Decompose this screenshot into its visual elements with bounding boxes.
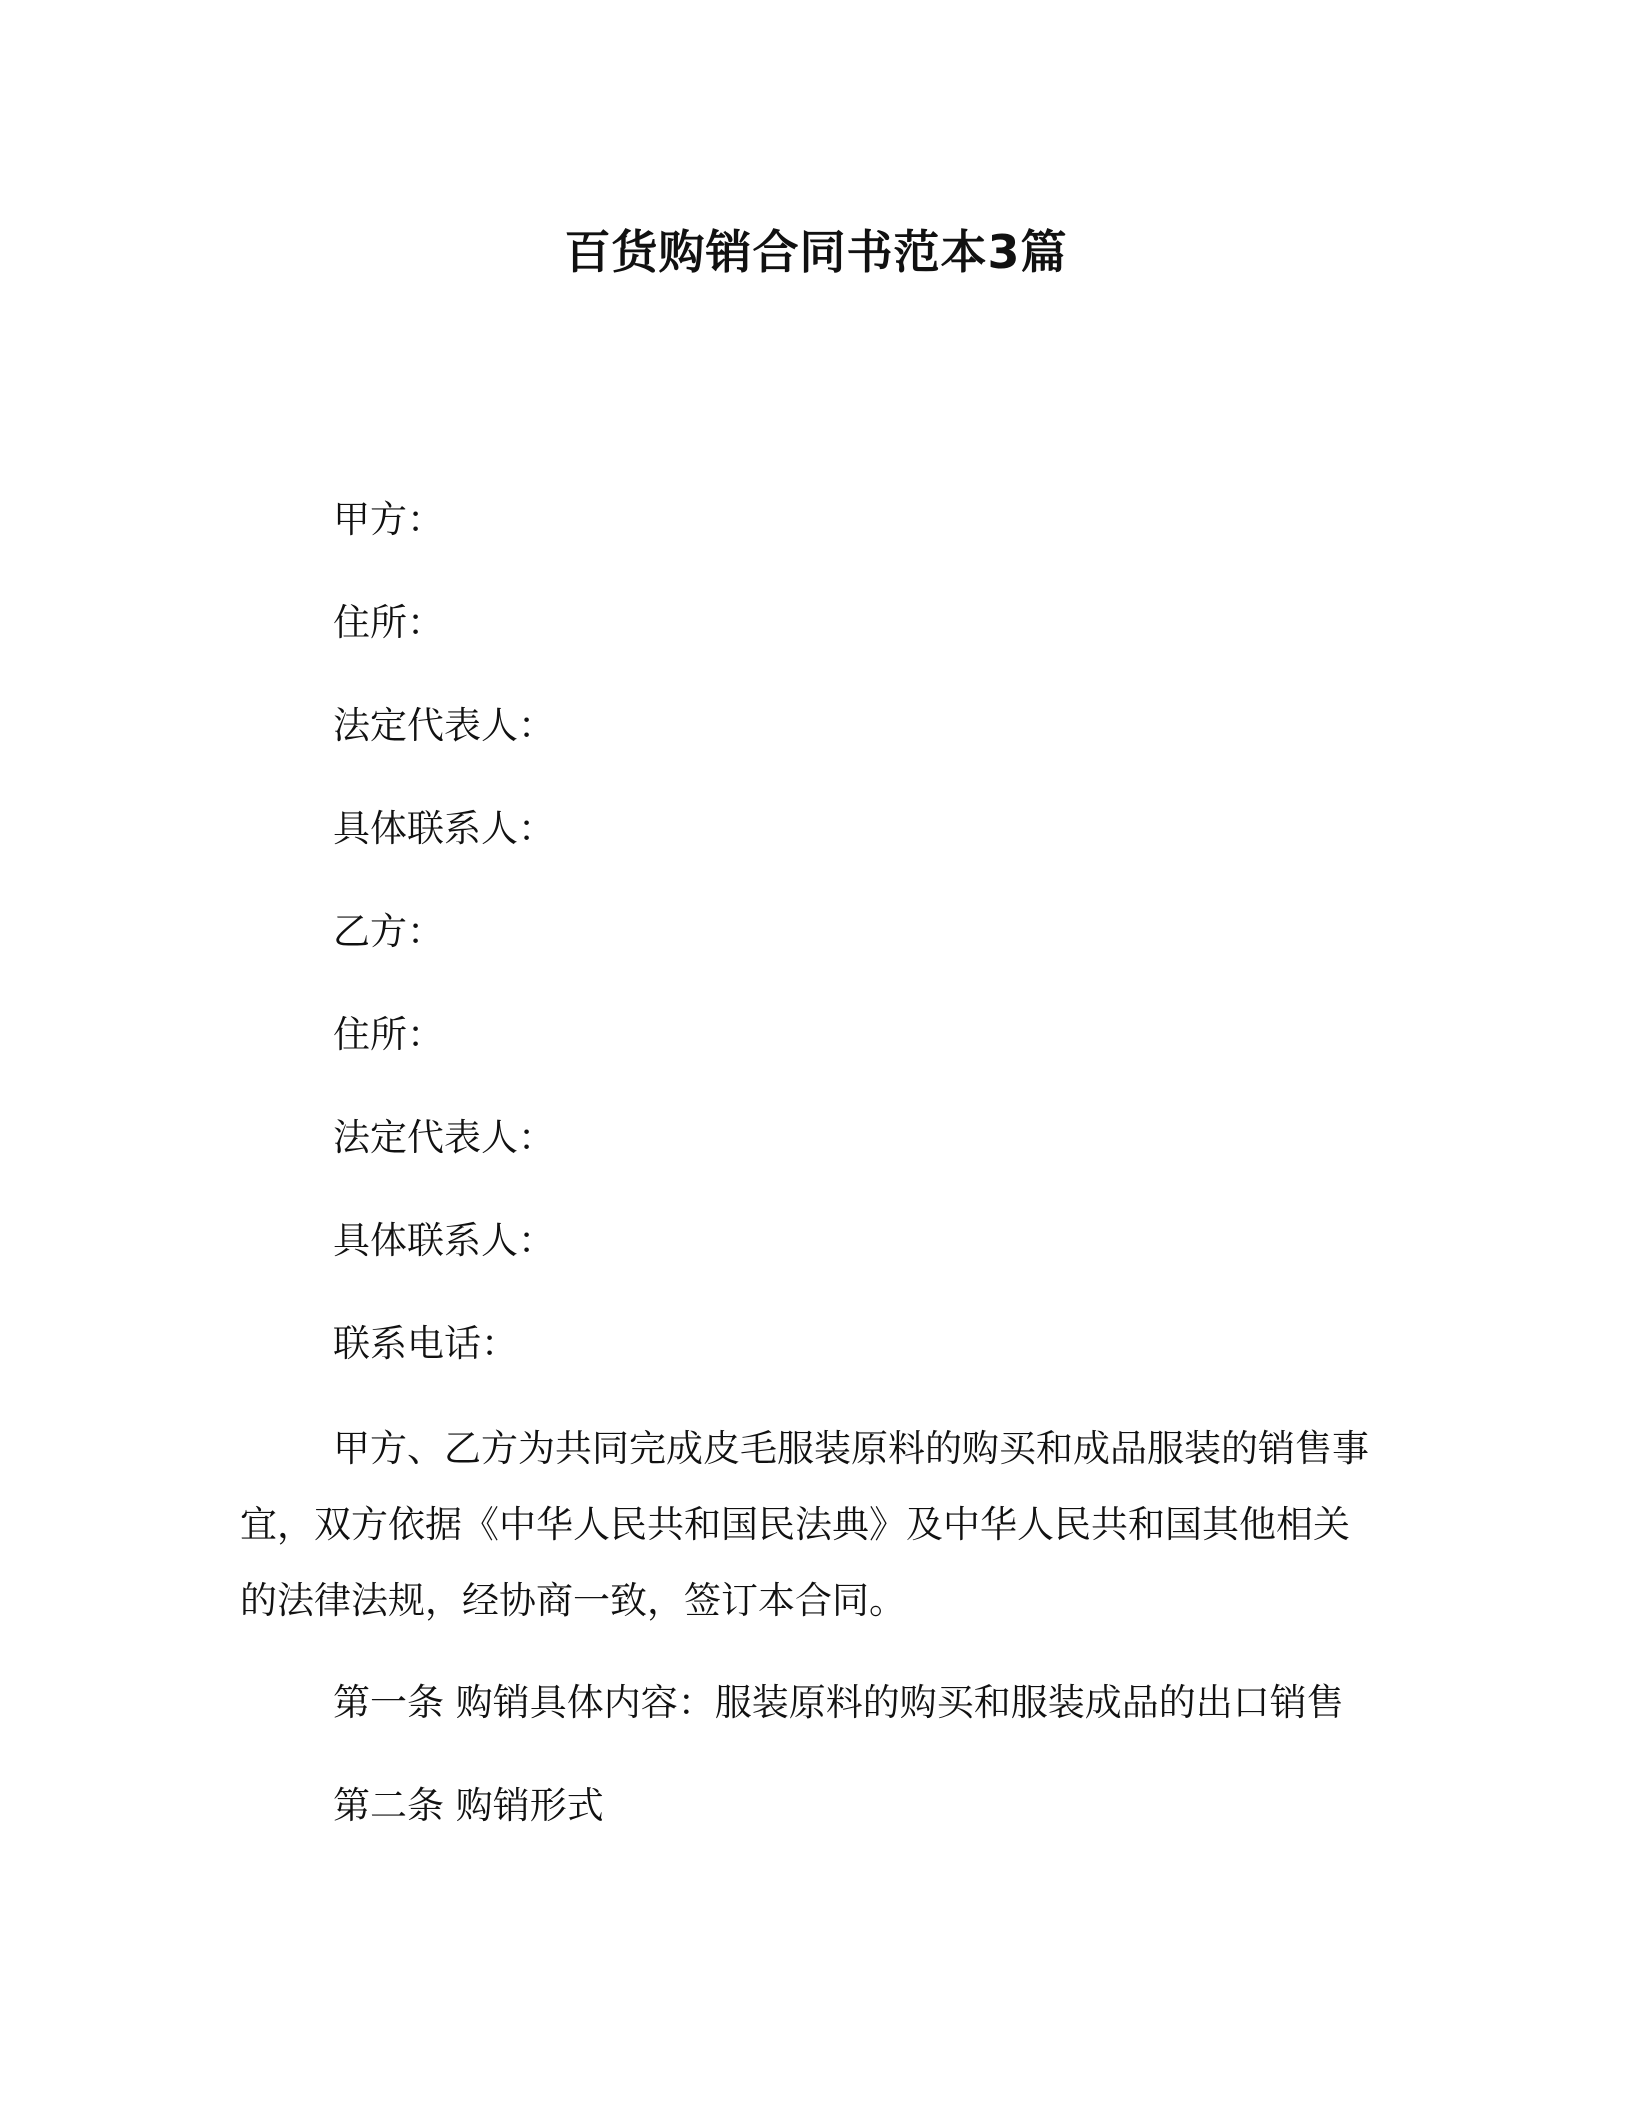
party-b-address-field: 住所：	[333, 1013, 444, 1056]
party-b-field: 乙方：	[333, 910, 444, 953]
article-1: 第一条 购销具体内容：服装原料的购买和服装成品的出口销售	[333, 1681, 1344, 1724]
intro-line: 的法律法规，经协商一致，签订本合同。	[240, 1579, 906, 1622]
intro-line: 甲方、乙方为共同完成皮毛服装原料的购买和成品服装的销售事	[333, 1427, 1369, 1470]
party-a-field: 甲方：	[333, 498, 444, 541]
party-a-address-field: 住所：	[333, 601, 444, 644]
party-a-contact-field: 具体联系人：	[333, 807, 555, 850]
article-2: 第二条 购销形式	[333, 1784, 604, 1827]
party-b-contact-field: 具体联系人：	[333, 1219, 555, 1262]
document-title: 百货购销合同书范本3篇	[564, 225, 1068, 279]
party-b-legal-rep-field: 法定代表人：	[333, 1116, 555, 1159]
intro-line: 宜，双方依据《中华人民共和国民法典》及中华人民共和国其他相关	[240, 1503, 1350, 1546]
party-a-legal-rep-field: 法定代表人：	[333, 704, 555, 747]
intro-paragraph	[240, 1411, 1390, 1639]
phone-field: 联系电话：	[333, 1322, 518, 1365]
